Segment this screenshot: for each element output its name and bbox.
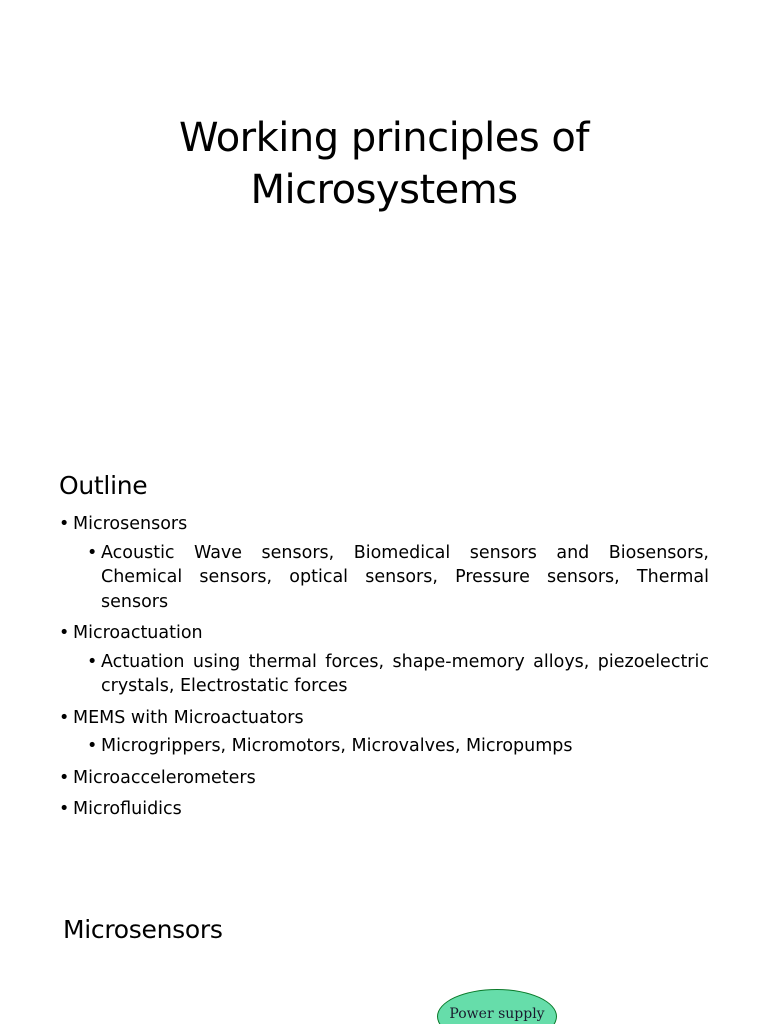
power-supply-label: Power supply	[449, 1006, 545, 1022]
outline-item-microactuation	[59, 621, 709, 646]
outline-subitem-microsensors	[87, 541, 709, 615]
bullet-icon: •	[59, 767, 70, 788]
bullet-icon: •	[59, 514, 70, 534]
list-subitem-text: Actuation using thermal forces, shape-memory alloys, piezoelectric crystals, Electrostatic forces	[101, 651, 709, 696]
outline-item-microaccelerometers	[59, 766, 709, 791]
bullet-icon: •	[87, 542, 98, 563]
power-supply-node	[437, 989, 557, 1024]
microsensors-slide	[0, 864, 768, 1024]
bullet-icon: •	[59, 707, 70, 728]
title-line-2: Microsystems	[250, 167, 518, 213]
list-item-label: Microactuation	[73, 623, 203, 643]
outline-subitem-microactuation	[87, 650, 709, 699]
outline-list	[59, 512, 709, 822]
slide-title	[0, 112, 768, 216]
list-subitem-text: Acoustic Wave sensors, Biomedical sensors and Biosensors, Chemical sensors, optical sensors, Pressure sensors, Thermal sensors	[101, 542, 709, 612]
outline-item-microsensors	[59, 512, 709, 537]
microsensors-heading: Microsensors	[63, 915, 223, 944]
bullet-icon: •	[59, 799, 70, 819]
bullet-icon: •	[87, 651, 98, 672]
list-item-label: MEMS with Microactuators	[73, 707, 304, 728]
list-item-label: Microsensors	[73, 514, 188, 534]
outline-subitem-mems	[87, 734, 709, 759]
list-item-label: Microfluidics	[73, 799, 182, 819]
list-subitem-text: Microgrippers, Micromotors, Microvalves, Micropumps	[101, 736, 573, 756]
outline-heading: Outline	[59, 471, 148, 500]
list-item-label: Microaccelerometers	[73, 767, 256, 788]
bullet-icon: •	[59, 623, 70, 643]
outline-slide	[0, 432, 768, 864]
title-slide	[0, 0, 768, 432]
outline-item-mems	[59, 706, 709, 731]
bullet-icon: •	[87, 736, 98, 756]
outline-item-microfluidics	[59, 797, 709, 822]
title-line-1: Working principles of	[179, 115, 589, 161]
